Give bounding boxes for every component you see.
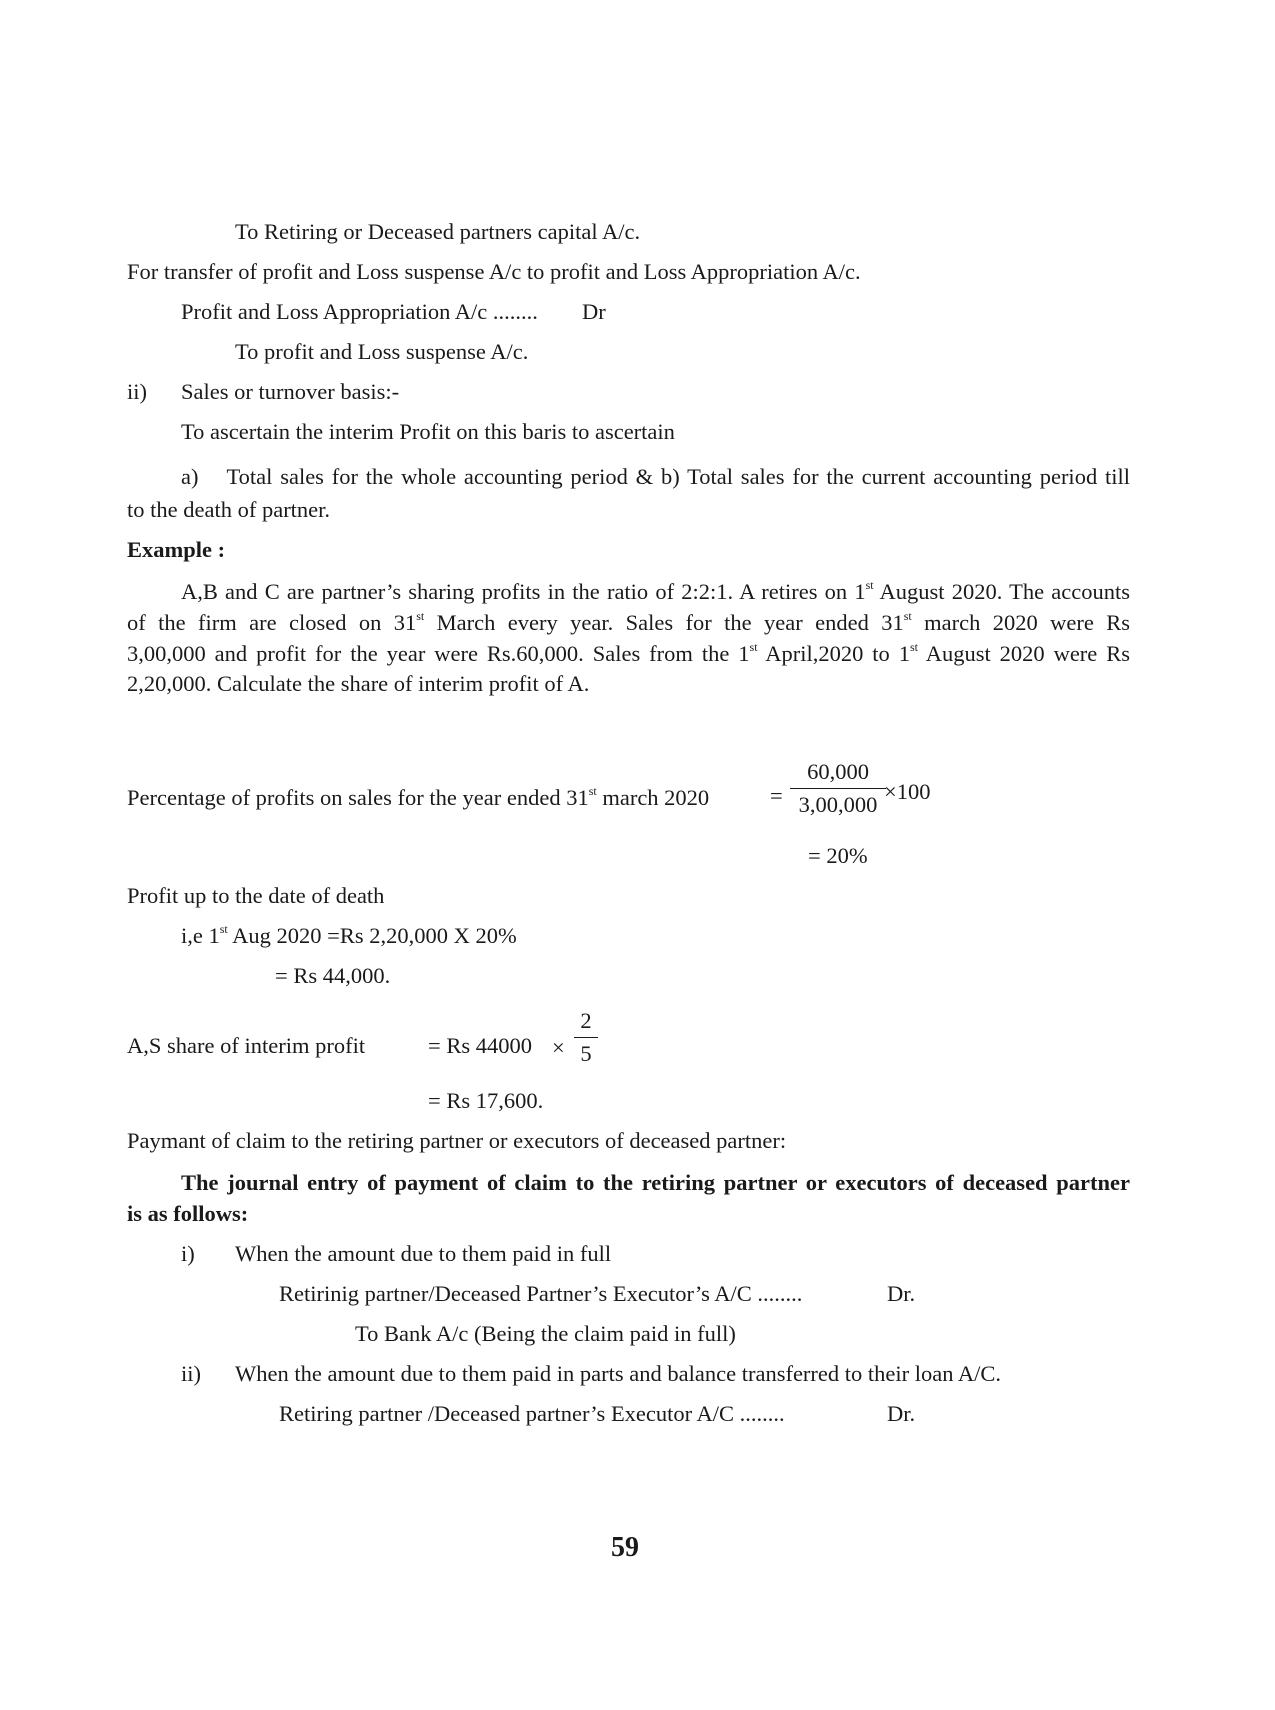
paid-in-parts-debit-entry: Retiring partner /Deceased partner’s Executor A/C ........ bbox=[279, 1401, 785, 1426]
payment-intro: Paymant of claim to the retiring partner or executors of deceased partner: bbox=[127, 1128, 787, 1153]
paid-in-full-debit-entry: Retirinig partner/Deceased Partner’s Executor’s A/C ........ bbox=[279, 1281, 803, 1306]
list-number-ii: ii) bbox=[127, 379, 147, 404]
total-sales-line: a) Total sales for the whole accounting period & b) Total sales for the current accounting period till bbox=[181, 464, 1130, 489]
example-paragraph-line-3: 3,00,000 and profit for the year were Rs.60,000. Sales from the 1st April,2020 to 1st August 2020 were Rs bbox=[127, 639, 1130, 666]
multiply-sign: × bbox=[552, 1035, 565, 1060]
profit-result: = Rs 44,000. bbox=[275, 963, 391, 988]
percentage-result: = 20% bbox=[808, 843, 868, 868]
paid-in-parts-text: When the amount due to them paid in parts and balance transferred to their loan A/C. bbox=[235, 1361, 1002, 1386]
example-paragraph-line-1: A,B and C are partner’s sharing profits in the ratio of 2:2:1. A retires on 1st August 2020. The accounts bbox=[181, 577, 1130, 604]
entry-credit-line-capital: To Retiring or Deceased partners capital A/c. bbox=[235, 219, 641, 244]
multiply-hundred: ×100 bbox=[884, 779, 931, 804]
fraction-numerator: 2 bbox=[574, 1007, 598, 1038]
entry-debit-line-appropriation: Profit and Loss Appropriation A/c ........ bbox=[181, 299, 538, 324]
fraction-denominator: 5 bbox=[580, 1041, 592, 1066]
profit-calculation: i,e 1st Aug 2020 =Rs 2,20,000 X 20% bbox=[181, 921, 517, 948]
journal-entry-heading-line-1: The journal entry of payment of claim to the retiring partner or executors of deceased partner bbox=[181, 1170, 1130, 1195]
profit-upto-label: Profit up to the date of death bbox=[127, 883, 385, 908]
fraction-denominator: 3,00,000 bbox=[798, 792, 878, 817]
fraction-two-fifths bbox=[574, 1007, 598, 1068]
example-paragraph-line-2: of the firm are closed on 31st March every year. Sales for the year ended 31st march 2020 were Rs bbox=[127, 608, 1130, 635]
transfer-heading: For transfer of profit and Loss suspense A/c to profit and Loss Appropriation A/c. bbox=[127, 259, 861, 284]
share-label: A,S share of interim profit bbox=[127, 1033, 366, 1058]
sales-basis-heading: Sales or turnover basis:- bbox=[181, 379, 400, 404]
equals-sign: = bbox=[770, 783, 783, 808]
fraction-numerator: 60,000 bbox=[790, 758, 886, 789]
entry-credit-line-suspense: To profit and Loss suspense A/c. bbox=[235, 339, 529, 364]
example-heading: Example : bbox=[127, 537, 226, 562]
paid-in-parts-debit-marker: Dr. bbox=[887, 1401, 916, 1426]
example-paragraph-line-4: 2,20,000. Calculate the share of interim profit of A. bbox=[127, 671, 590, 696]
percentage-label: Percentage of profits on sales for the year ended 31st march 2020 bbox=[127, 783, 710, 810]
paid-in-full-text: When the amount due to them paid in full bbox=[235, 1241, 612, 1266]
total-sales-line-2: to the death of partner. bbox=[127, 497, 331, 522]
paid-in-full-debit-marker: Dr. bbox=[887, 1281, 916, 1306]
list-number-i: i) bbox=[181, 1241, 195, 1266]
share-expression: = Rs 44000 bbox=[428, 1033, 532, 1058]
fraction-profit-over-sales bbox=[790, 758, 886, 819]
list-number-ii: ii) bbox=[181, 1361, 201, 1386]
journal-entry-heading-line-2: is as follows: bbox=[127, 1201, 249, 1226]
ascertain-text: To ascertain the interim Profit on this baris to ascertain bbox=[181, 419, 675, 444]
paid-in-full-credit-entry: To Bank A/c (Being the claim paid in full) bbox=[355, 1321, 736, 1346]
entry-debit-marker: Dr bbox=[582, 299, 606, 324]
share-result: = Rs 17,600. bbox=[428, 1088, 544, 1113]
page-number: 59 bbox=[611, 1532, 639, 1563]
